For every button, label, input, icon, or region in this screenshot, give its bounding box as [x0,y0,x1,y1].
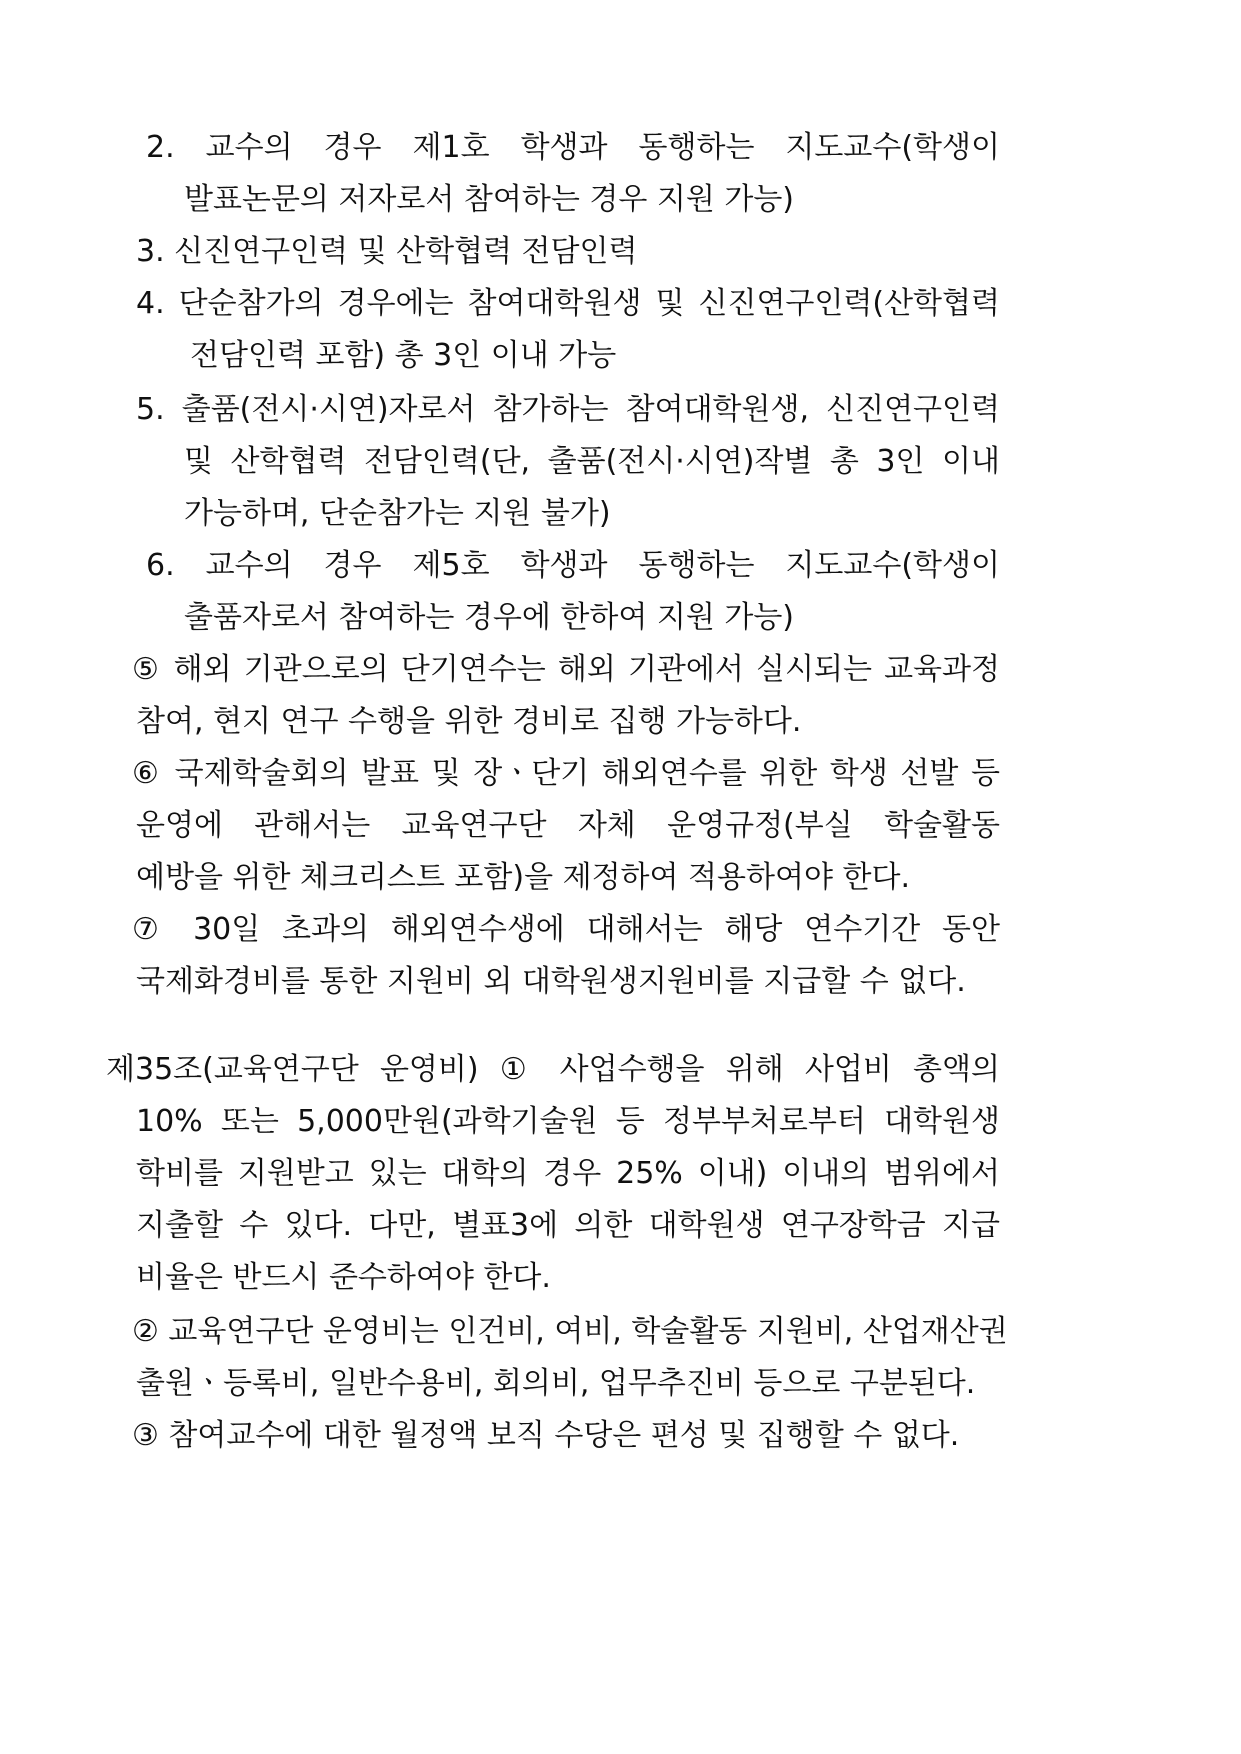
item-5-line-1: 5. 출품(전시·시연)자로서 참가하는 참여대학원생, 신진연구인력 [136,392,1000,427]
item-5-line-2: 및 산학협력 전담인력(단, 출품(전시·시연)작별 총 3인 이내 [184,444,1000,479]
item-2-line-2: 발표논문의 저자로서 참여하는 경우 지원 가능) [184,182,795,217]
clause-6-line-3: 예방을 위한 체크리스트 포함)을 제정하여 적용하여야 한다. [136,860,910,895]
item-4-line-1: 4. 단순참가의 경우에는 참여대학원생 및 신진연구인력(산학협력 [136,286,1000,321]
article-35-line-4: 지출할 수 있다. 다만, 별표3에 의한 대학원생 연구장학금 지급 [136,1208,1000,1243]
item-3-line-1: 3. 신진연구인력 및 산학협력 전담인력 [136,234,638,269]
clause-5-line-1: ⑤ 해외 기관으로의 단기연수는 해외 기관에서 실시되는 교육과정 [132,652,1000,687]
clause-5-line-2: 참여, 현지 연구 수행을 위한 경비로 집행 가능하다. [136,704,802,739]
clause-6-line-1: ⑥ 국제학술회의 발표 및 장ㆍ단기 해외연수를 위한 학생 선발 등 [132,756,1000,791]
article-35-line-5: 비율은 반드시 준수하여야 한다. [136,1260,551,1295]
article-35-clause-2-line-1: ② 교육연구단 운영비는 인건비, 여비, 학술활동 지원비, 산업재산권 [132,1314,1008,1349]
clause-6-line-2: 운영에 관해서는 교육연구단 자체 운영규정(부실 학술활동 [136,808,1000,843]
article-35-line-1: 제35조(교육연구단 운영비) ① 사업수행을 위해 사업비 총액의 [106,1052,1000,1087]
item-6-line-2: 출품자로서 참여하는 경우에 한하여 지원 가능) [184,600,795,635]
clause-7-line-2: 국제화경비를 통한 지원비 외 대학원생지원비를 지급할 수 없다. [136,964,966,999]
article-35-clause-2-line-2: 출원ㆍ등록비, 일반수용비, 회의비, 업무추진비 등으로 구분된다. [136,1366,976,1401]
item-2-line-1: 2. 교수의 경우 제1호 학생과 동행하는 지도교수(학생이 [146,130,1000,165]
item-5-line-3: 가능하며, 단순참가는 지원 불가) [184,496,611,531]
item-4-line-2: 전담인력 포함) 총 3인 이내 가능 [190,338,617,373]
clause-7-line-1: ⑦ 30일 초과의 해외연수생에 대해서는 해당 연수기간 동안 [132,912,1000,947]
article-35-line-2: 10% 또는 5,000만원(과학기술원 등 정부부처로부터 대학원생 [136,1104,1000,1139]
article-35-clause-3-line-1: ③ 참여교수에 대한 월정액 보직 수당은 편성 및 집행할 수 없다. [132,1418,960,1453]
article-35-line-3: 학비를 지원받고 있는 대학의 경우 25% 이내) 이내의 범위에서 [136,1156,1000,1191]
item-6-line-1: 6. 교수의 경우 제5호 학생과 동행하는 지도교수(학생이 [146,548,1000,583]
